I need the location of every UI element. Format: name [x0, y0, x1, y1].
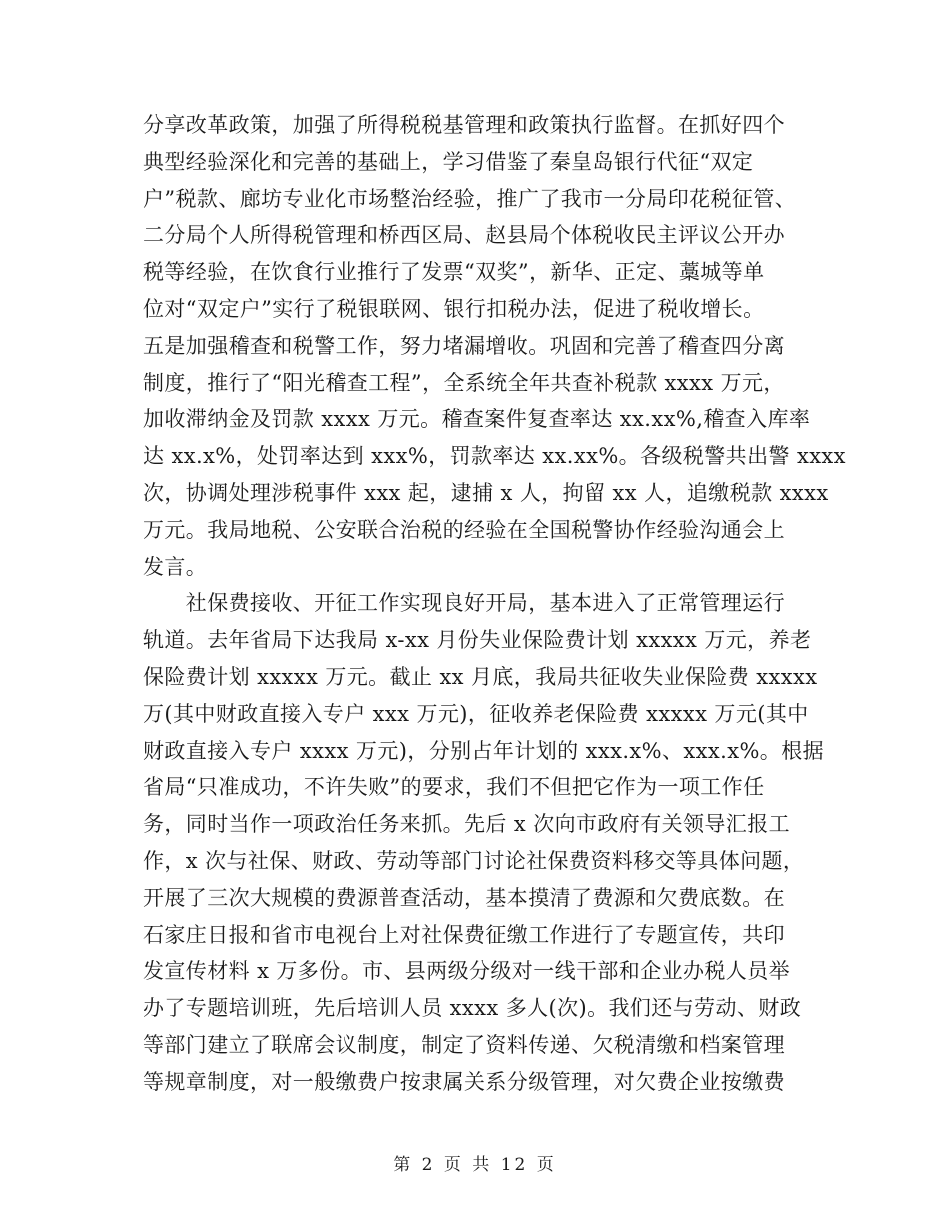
text-line: 加收滞纳金及罚款 xxxx 万元。稽查案件复查率达 xx.xx%,稽查入库率 — [143, 407, 811, 432]
text-line: 分享改革政策，加强了所得税税基管理和政策执行监督。在抓好四个 — [143, 113, 785, 137]
text-line: 石家庄日报和省市电视台上对社保费征缴工作进行了专题宣传，共印 — [143, 922, 785, 947]
text-line: 二分局个人所得税管理和桥西区局、赵县局个体税收民主评议公开办 — [143, 223, 785, 248]
text-line: 次，协调处理涉税事件 xxx 起，逮捕 x 人，拘留 xx 人，追缴税款 xxxx — [143, 480, 829, 505]
text-line: 办了专题培训班，先后培训人员 xxxx 多人(次)。我们还与劳动、财政 — [143, 996, 802, 1021]
text-line: 轨道。去年省局下达我局 x-xx 月份失业保险费计划 xxxxx 万元，养老 — [143, 628, 812, 653]
text-line: 发宣传材料 x 万多份。市、县两级分级对一线干部和企业办税人员举 — [143, 959, 790, 984]
text-line: 万元。我局地税、公安联合治税的经验在全国税警协作经验沟通会上 — [143, 517, 785, 542]
text-line: 发言。 — [143, 554, 208, 579]
text-line: 省局“只准成功，不许失败”的要求，我们不但把它作为一项工作任 — [143, 775, 765, 800]
text-line: 五是加强稽查和税警工作，努力堵漏增收。巩固和完善了稽查四分离 — [143, 333, 785, 358]
body-text — [143, 107, 846, 1101]
page-footer: 第 2 页 共 12 页 — [393, 1155, 557, 1175]
text-line: 保险费计划 xxxxx 万元。截止 xx 月底，我局共征收失业保险费 xxxxx — [143, 664, 818, 689]
text-line: 等部门建立了联席会议制度，制定了资料传递、欠税清缴和档案管理 — [143, 1032, 785, 1057]
text-line: 社保费接收、开征工作实现良好开局，基本进入了正常管理运行 — [143, 591, 785, 616]
text-line: 等规章制度，对一般缴费户按隶属关系分级管理，对欠费企业按缴费 — [143, 1069, 785, 1094]
text-line: 财政直接入专户 xxxx 万元)，分别占年计划的 xxx.x%、xxx.x%。根据 — [143, 738, 824, 763]
text-line: 户”税款、廊坊专业化市场整治经验，推广了我市一分局印花税征管、 — [143, 186, 797, 211]
text-line: 税等经验，在饮食行业推行了发票“双奖”，新华、正定、藁城等单 — [143, 260, 765, 285]
text-line: 典型经验深化和完善的基础上，学习借鉴了秦皇岛银行代征“双定 — [143, 149, 754, 174]
text-line: 作，x 次与社保、财政、劳动等部门讨论社保费资料移交等具体问题， — [143, 848, 805, 873]
text-line: 达 xx.x%，处罚率达到 xxx%，罚款率达 xx.xx%。各级税警共出警 xxxx — [143, 444, 846, 469]
text-line: 开展了三次大规模的费源普查活动，基本摸清了费源和欠费底数。在 — [143, 885, 785, 910]
text-line: 制度，推行了“阳光稽查工程”，全系统全年共查补税款 xxxx 万元， — [143, 370, 785, 395]
text-line: 务，同时当作一项政治任务来抓。先后 x 次向市政府有关领导汇报工 — [143, 812, 790, 837]
text-line: 位对“双定户”实行了税银联网、银行扣税办法，促进了税收增长。 — [143, 296, 765, 321]
text-line: 万(其中财政直接入专户 xxx 万元)，征收养老保险费 xxxxx 万元(其中 — [143, 701, 809, 726]
